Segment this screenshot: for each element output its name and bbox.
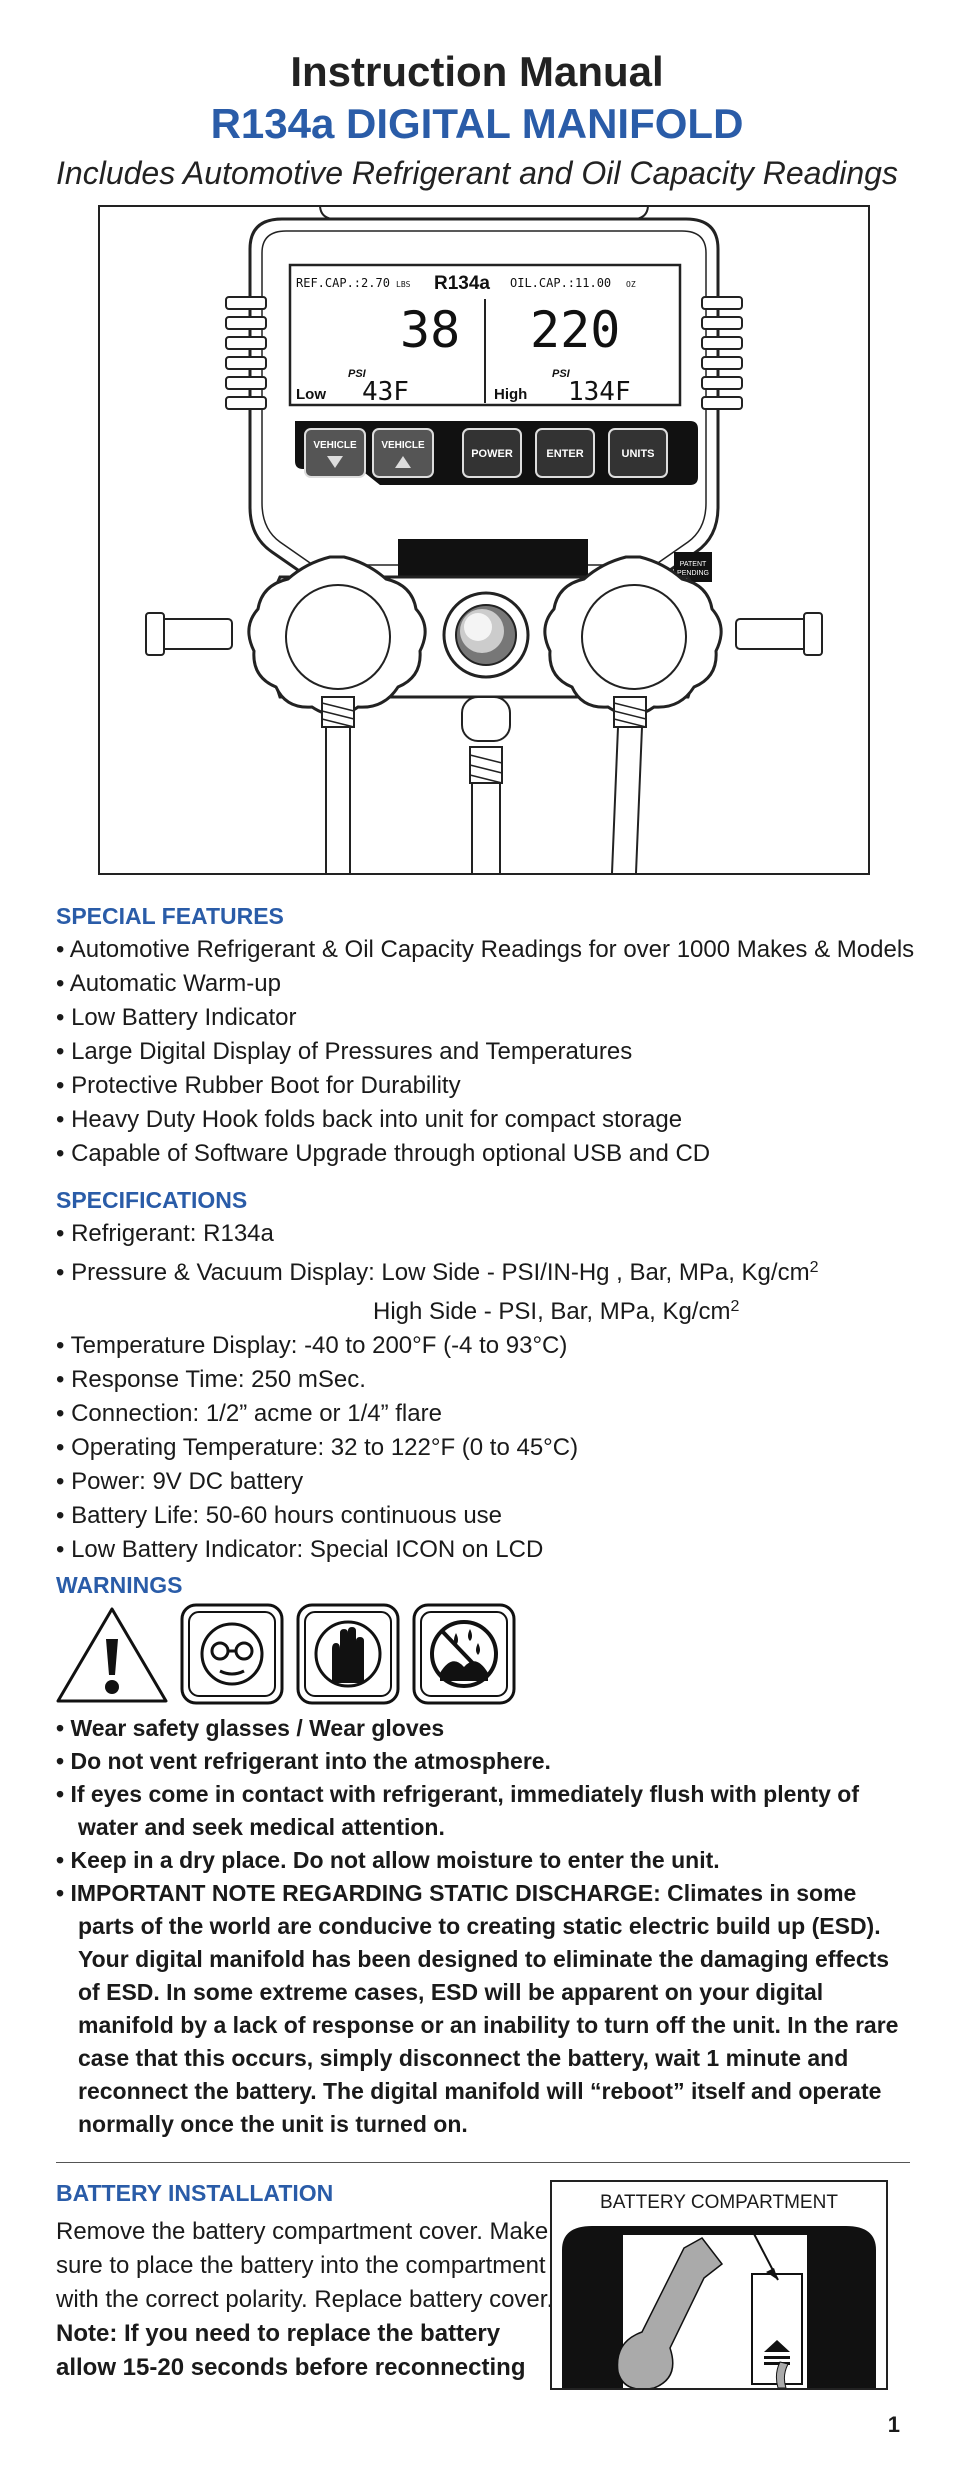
lcd-low-pressure: 38: [400, 301, 461, 359]
battery-instructions: [56, 2215, 556, 2385]
units-label: UNITS: [621, 448, 655, 460]
list-item: • Automatic Warm-up: [56, 967, 914, 1001]
specifications-heading: SPECIFICATIONS: [56, 1187, 248, 1213]
list-item: • Large Digital Display of Pressures and Temperatures: [56, 1035, 914, 1069]
list-item: [56, 1290, 818, 1329]
list-item: • IMPORTANT NOTE REGARDING STATIC DISCHARGE: Climates in some parts of the world are conducive to creating static electric build up (ESD). Your digital manifold has been designed to eliminate the damaging effects of ESD. In some extreme cases, ESD will be apparent on your digital manifold by a lack of response or an inability to turn off the unit. In the rare case that this occurs, simply disconnect the battery, wait 1 minute and reconnect the battery. The digital manifold will “reboot” itself and operate normally once the unit is turned on.: [56, 1877, 916, 2141]
lcd-high-label: High: [494, 386, 528, 403]
power-label: POWER: [471, 448, 513, 460]
list-item: • Operating Temperature: 32 to 122°F (0 to 45°C): [56, 1431, 818, 1465]
product-title: R134a DIGITAL MANIFOLD: [210, 100, 744, 147]
squared-sup: 2: [730, 1298, 740, 1315]
list-item: • Automotive Refrigerant & Oil Capacity Readings for over 1000 Makes & Models: [56, 933, 914, 967]
gloves-icon: [298, 1605, 398, 1703]
warnings-list: [56, 1712, 916, 2141]
list-item: • Response Time: 250 mSec.: [56, 1363, 818, 1397]
safety-glasses-icon: [182, 1605, 282, 1703]
pressure-low-text: Pressure & Vacuum Display: Low Side - PSI/IN-Hg , Bar, MPa, Kg/cm: [71, 1259, 810, 1286]
manifold-drawing: [100, 207, 868, 873]
list-item: [56, 1251, 818, 1290]
list-item: • Connection: 1/2” acme or 1/4” flare: [56, 1397, 818, 1431]
battery-compartment-caption: BATTERY COMPARTMENT: [600, 2192, 838, 2213]
battery-heading: BATTERY INSTALLATION: [56, 2180, 334, 2206]
squared-sup: 2: [809, 1259, 819, 1276]
list-item: • Power: 9V DC battery: [56, 1465, 818, 1499]
lcd-oil-cap: OIL.CAP.:11.00: [510, 276, 612, 290]
patent-line-1: PATENT: [679, 561, 707, 568]
list-item: • Wear safety glasses / Wear gloves: [56, 1712, 916, 1745]
patent-line-2: PENDING: [677, 570, 709, 577]
list-item: • Heavy Duty Hook folds back into unit for compact storage: [56, 1103, 914, 1137]
vehicle-up-button[interactable]: [373, 429, 433, 477]
lcd-ref-cap: REF.CAP.:2.70: [296, 276, 390, 290]
lcd-ref-unit: LBS: [396, 280, 411, 289]
device-illustration: [98, 205, 870, 875]
page-number: 1: [887, 2412, 900, 2437]
manual-title: Instruction Manual: [290, 48, 664, 95]
list-item: • Do not vent refrigerant into the atmosphere.: [56, 1745, 916, 1778]
lcd-low-psi: PSI: [348, 368, 366, 380]
no-moisture-icon: [414, 1605, 514, 1703]
lcd-high-temp: 134F: [568, 377, 631, 407]
list-item: • Refrigerant: R134a: [56, 1217, 818, 1251]
list-item: • Capable of Software Upgrade through optional USB and CD: [56, 1137, 914, 1171]
exclamation-triangle-icon: [58, 1609, 166, 1701]
lcd-low-temp: 43F: [362, 377, 409, 407]
battery-compartment-figure: [550, 2180, 888, 2390]
list-item: • Low Battery Indicator: [56, 1001, 914, 1035]
vehicle-down-button[interactable]: [305, 429, 365, 477]
specifications-list: [56, 1217, 818, 1567]
list-item: • If eyes come in contact with refrigerant, immediately flush with plenty of water and seek medical attention.: [56, 1778, 916, 1844]
list-item: • Protective Rubber Boot for Durability: [56, 1069, 914, 1103]
lcd-high-pressure: 220: [530, 301, 621, 359]
vehicle-up-label: VEHICLE: [381, 440, 425, 451]
lcd-oil-unit: OZ: [626, 280, 636, 289]
list-item: • Low Battery Indicator: Special ICON on LCD: [56, 1533, 818, 1567]
product-subtitle: Includes Automotive Refrigerant and Oil Capacity Readings: [56, 155, 898, 191]
special-features-list: [56, 933, 914, 1171]
lcd-refrigerant: R134a: [434, 273, 490, 294]
list-item: • Battery Life: 50-60 hours continuous use: [56, 1499, 818, 1533]
list-item: • Keep in a dry place. Do not allow moisture to enter the unit.: [56, 1844, 916, 1877]
enter-label: ENTER: [546, 448, 584, 460]
lcd-low-label: Low: [296, 386, 326, 403]
section-divider: [56, 2162, 910, 2163]
vehicle-down-label: VEHICLE: [313, 440, 357, 451]
lcd-high-psi: PSI: [552, 368, 570, 380]
pressure-high-text: High Side - PSI, Bar, MPa, Kg/cm: [373, 1298, 731, 1325]
battery-note: Note: If you need to replace the battery allow 15-20 seconds before reconnecting: [56, 2320, 526, 2381]
special-features-heading: SPECIAL FEATURES: [56, 903, 284, 929]
battery-text: Remove the battery compartment cover. Make sure to place the battery into the compartment with the correct polarity. Replace battery cover.: [56, 2218, 554, 2313]
warnings-heading: WARNINGS: [56, 1572, 183, 1598]
list-item: • Temperature Display: -40 to 200°F (-4 to 93°C): [56, 1329, 818, 1363]
warning-icons: [56, 1603, 536, 1712]
